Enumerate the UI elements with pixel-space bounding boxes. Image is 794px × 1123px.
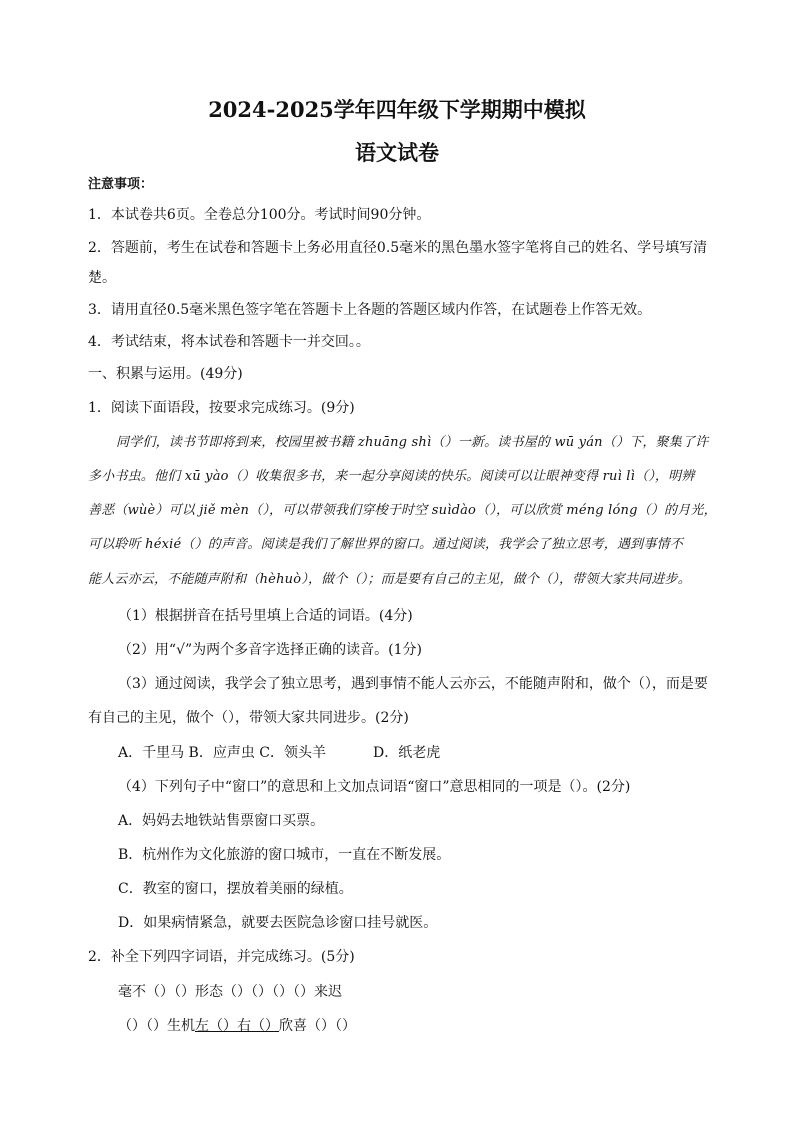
answer-option: D．如果病情紧急，就要去医院急诊窗口挂号就医。: [118, 915, 438, 931]
sub-question: （3）通过阅读，我学会了独立思考，遇到事情不能人云亦云，不能随声附和，做个（），而是要: [118, 676, 708, 692]
answer-option: D．纸老虎: [373, 745, 441, 761]
sub-question: （1）根据拼音在括号里填上合适的词语。(4分): [118, 608, 413, 624]
notice-item: 楚。: [88, 270, 116, 286]
notice-item: 3．请用直径0.5毫米黑色签字笔在答题卡上各题的答题区域内作答，在试题卷上作答无效。: [88, 302, 652, 318]
answer-option: C．教室的窗口，摆放着美丽的绿植。: [118, 881, 353, 897]
passage-line: 同学们，读书节即将到来，校园里被书籍 zhuāng shì（）一新。读书屋的 wū yán（）下，聚集了许: [116, 435, 709, 450]
idiom-blank: （）（）生机: [118, 1018, 195, 1034]
idiom-row: [118, 1016, 356, 1036]
notice-heading: 注意事项：: [88, 177, 154, 192]
question-stem: 1．阅读下面语段，按要求完成练习。(9分): [88, 400, 355, 416]
idiom-blank-underlined: 左（）右（）: [195, 1018, 279, 1034]
answer-option: A．妈妈去地铁站售票窗口买票。: [118, 813, 325, 829]
answer-options: A．千里马 B．应声虫 C．领头羊: [118, 745, 327, 761]
notice-item: 2．答题前，考生在试卷和答题卡上务必用直径0.5毫米的黑色墨水签字笔将自己的姓名、学号填写清: [88, 240, 708, 256]
question-stem: 2．补全下列四字词语，并完成练习。(5分): [88, 949, 355, 965]
exam-title: 2024-2025学年四年级下学期期中模拟: [208, 97, 586, 122]
sub-question: （4）下列句子中“窗口”的意思和上文加点词语“窗口”意思相同的一项是（）。(2分): [118, 779, 631, 795]
idiom-blank: 欣喜（）（）: [279, 1018, 356, 1034]
passage-line: 善恶（wùè）可以 jiě mèn（），可以带领我们穿梭于时空 suìdào（），可以欣赏 méng lóng（）的月光，: [88, 503, 717, 518]
section-heading: 一、积累与运用。(49分): [88, 366, 243, 382]
notice-item: 1．本试卷共6页。全卷总分100分。考试时间90分钟。: [88, 207, 431, 223]
passage-line: 可以聆听 héxié（）的声音。阅读是我们了解世界的窗口。通过阅读，我学会了独立思考，遇到事情不: [88, 537, 683, 552]
sub-question: 有自己的主见，做个（），带领大家共同进步。(2分): [88, 710, 409, 726]
notice-item: 4．考试结束，将本试卷和答题卡一并交回。。: [88, 334, 370, 350]
sub-question: （2）用“√”为两个多音字选择正确的读音。(1分): [118, 642, 422, 658]
answer-option: B．杭州作为文化旅游的窗口城市，一直在不断发展。: [118, 847, 451, 863]
passage-line: 能人云亦云，不能随声附和（hèhuò），做个（）；而是要有自己的主见，做个（），带领大家共同进步。: [88, 572, 691, 587]
exam-subtitle: 语文试卷: [355, 140, 439, 165]
idiom-row: 毫不（）（）形态（）（）（）（）来迟: [118, 984, 342, 1000]
passage-line: 多小书虫。他们 xū yào（）收集很多书，来一起分享阅读的快乐。阅读可以让眼神变得 ruì lì（），明辨: [88, 469, 695, 484]
